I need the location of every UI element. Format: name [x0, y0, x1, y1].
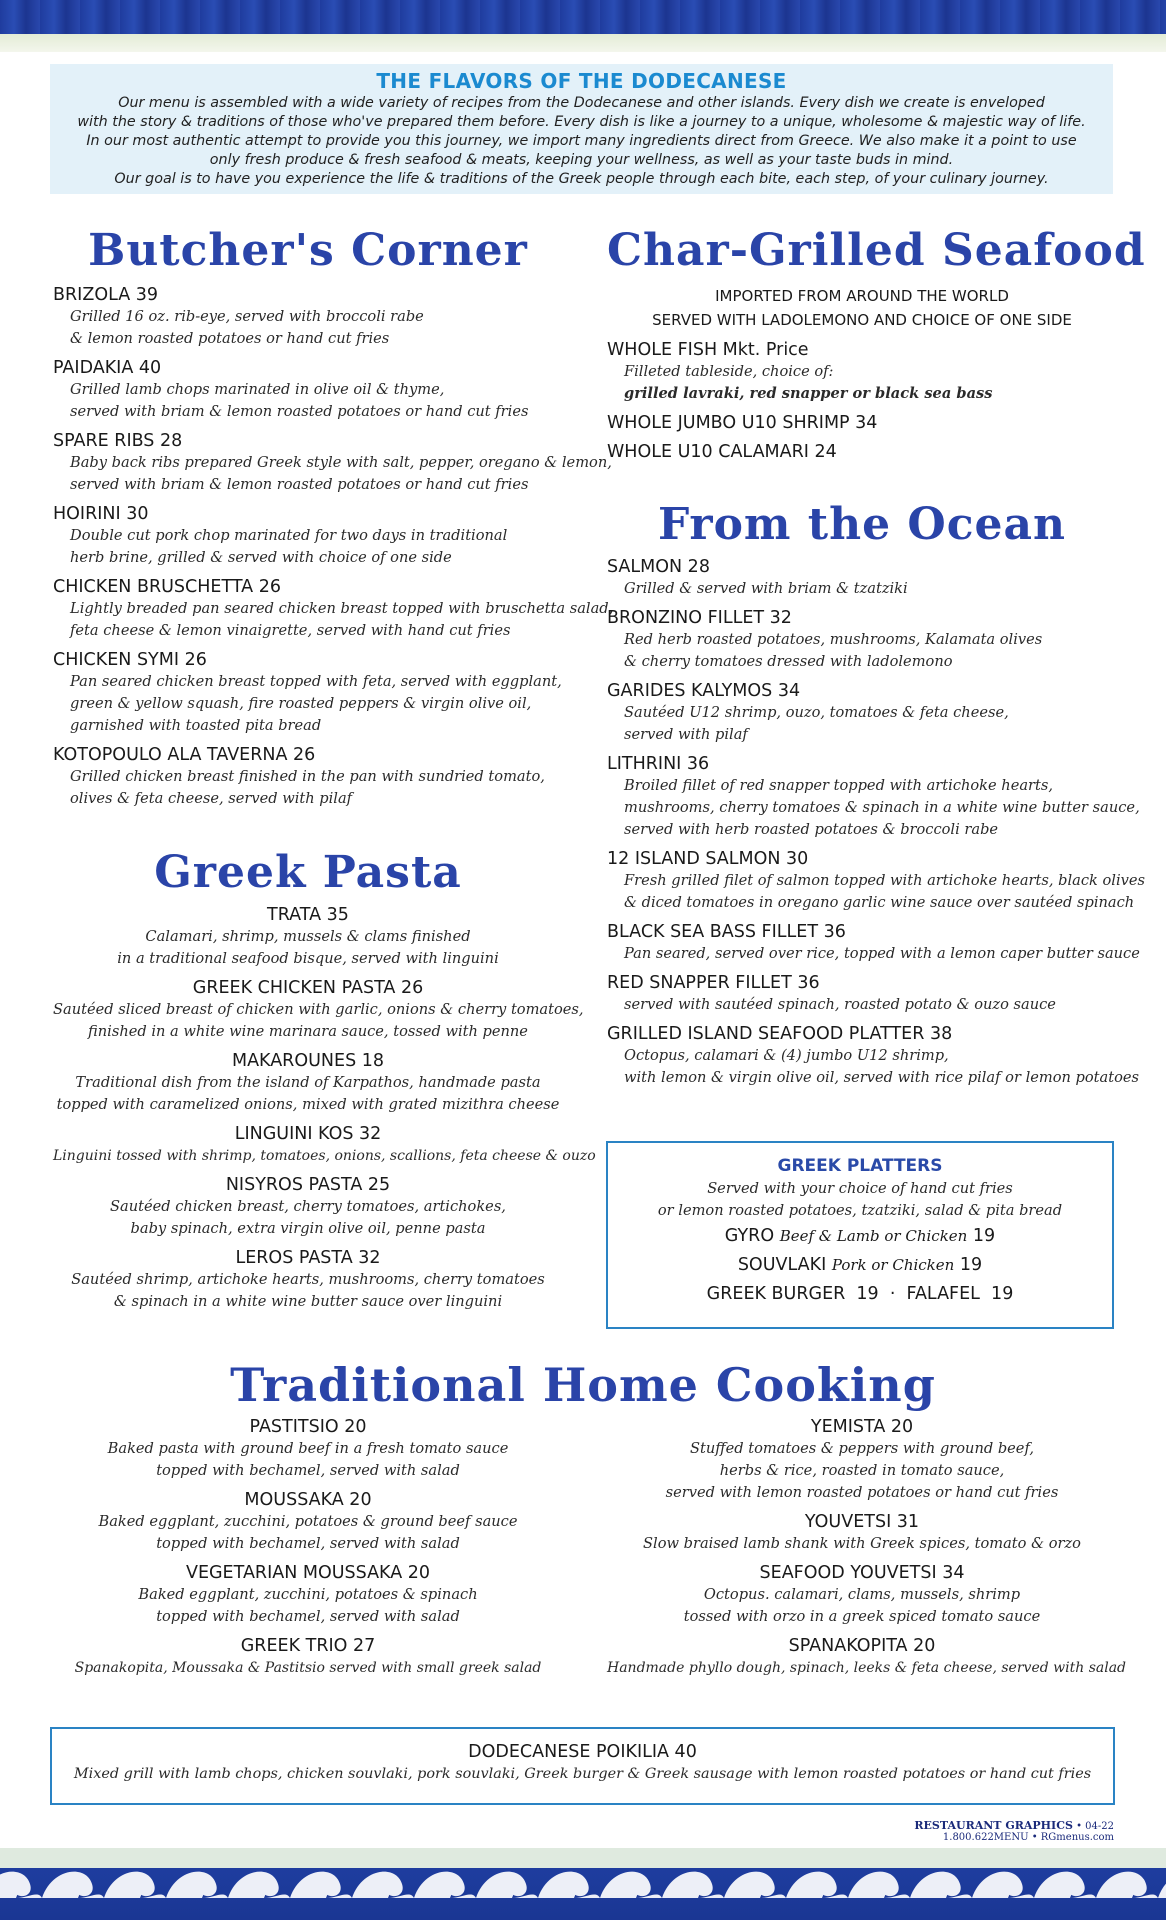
credit-brand: RESTAURANT GRAPHICS: [914, 1819, 1073, 1832]
item-description: Baked eggplant, zucchini, potatoes & spinach: [138, 1586, 478, 1603]
seafood-subheading: SERVED WITH LADOLEMONO AND CHOICE OF ONE SIDE: [652, 311, 1072, 329]
menu-item: [607, 848, 1145, 914]
wave-shape: [662, 1872, 724, 1898]
item-name: RED SNAPPER FILLET 36: [607, 973, 820, 993]
item-description: Octopus. calamari, clams, mussels, shrimp: [703, 1586, 1021, 1603]
item-description: served with briam & lemon roasted potatoes or hand cut fries: [70, 476, 529, 493]
wave-shape: [972, 1872, 1034, 1898]
souvlaki-name: SOUVLAKI: [737, 1255, 827, 1275]
item-name: CHICKEN BRUSCHETTA 26: [53, 577, 281, 597]
item-description: Filleted tableside, choice of:: [624, 363, 834, 380]
menu-item: [607, 680, 1117, 746]
wave-shape: [352, 1872, 414, 1898]
menu-item: [53, 744, 563, 810]
item-name: LITHRINI 36: [607, 754, 710, 774]
item-description: Octopus, calamari & (4) jumbo U12 shrimp,: [624, 1047, 949, 1064]
gyro-line: [608, 1222, 1112, 1251]
menu-item: [53, 357, 563, 423]
seafood-subheading: IMPORTED FROM AROUND THE WORLD: [715, 287, 1009, 305]
item-description: Sautéed shrimp, artichoke hearts, mushrooms, cherry tomatoes: [71, 1271, 545, 1288]
item-description: served with sautéed spinach, roasted potato & ouzo sauce: [624, 996, 1056, 1013]
platters-description: Served with your choice of hand cut fries: [707, 1180, 1013, 1197]
item-description: & spinach in a white wine butter sauce over linguini: [113, 1293, 503, 1310]
item-description: Baby back ribs prepared Greek style with salt, pepper, oregano & lemon,: [70, 454, 612, 471]
item-description: & cherry tomatoes dressed with ladolemono: [624, 653, 953, 670]
item-name: SPANAKOPITA 20: [788, 1636, 936, 1656]
item-description: finished in a white wine marinara sauce, tossed with penne: [88, 1023, 528, 1040]
gyro-description: Beef & Lamb or Chicken: [779, 1227, 968, 1245]
wave-shape: [786, 1872, 848, 1898]
wave-shape: [538, 1872, 600, 1898]
wave-shape: [104, 1872, 166, 1898]
menu-item: [53, 1123, 596, 1167]
gyro-name: GYRO: [724, 1226, 775, 1246]
menu-item: [607, 921, 1140, 965]
credit-code: • 04-22: [1076, 1821, 1114, 1832]
item-name: SALMON 28: [607, 557, 710, 577]
item-description: Pan seared, served over rice, topped with a lemon caper butter sauce: [624, 945, 1140, 962]
wave-shape: [600, 1872, 662, 1898]
item-description: with lemon & virgin olive oil, served with rice pilaf or lemon potatoes: [624, 1069, 1140, 1086]
item-description: Lightly breaded pan seared chicken breast topped with bruschetta salad,: [70, 600, 614, 617]
item-name: YEMISTA 20: [810, 1417, 914, 1437]
menu-item: [53, 503, 563, 569]
menu-item: [53, 1562, 563, 1628]
menu-item: [607, 1023, 1140, 1089]
item-description: Linguini tossed with shrimp, tomatoes, onions, scallions, feta cheese & ouzo: [53, 1148, 596, 1164]
item-description: Grilled 16 oz. rib-eye, served with broccoli rabe: [70, 308, 424, 325]
wave-shape: [0, 1872, 42, 1898]
item-name: BLACK SEA BASS FILLET 36: [607, 922, 846, 942]
item-name: CHICKEN SYMI 26: [53, 650, 207, 670]
bottom-wave-band: [0, 1848, 1166, 1920]
item-name: KOTOPOULO ALA TAVERNA 26: [53, 745, 316, 765]
menu-item: [53, 977, 584, 1043]
char-grilled-seafood-heading: Char-Grilled Seafood: [607, 225, 1146, 276]
item-description: Sautéed sliced breast of chicken with garlic, onions & cherry tomatoes,: [53, 1001, 584, 1018]
poikilia-name: DODECANESE POIKILIA 40: [468, 1742, 697, 1762]
menu-item: [607, 753, 1140, 841]
intro-line: In our most authentic attempt to provide you this journey, we import many ingredients direct from Greece. We also make it a point to use: [86, 133, 1077, 149]
menu-item: [53, 430, 612, 496]
wave-shape: [1158, 1872, 1166, 1898]
wave-shape: [476, 1872, 538, 1898]
item-description: topped with bechamel, served with salad: [156, 1535, 460, 1552]
item-description: Slow braised lamb shank with Greek spices, tomato & orzo: [643, 1535, 1081, 1552]
intro-line: with the story & traditions of those who've prepared them before. Every dish is like a journey to a unique, wholesome & majestic way of life.: [77, 114, 1086, 130]
butchers-corner-heading: Butcher's Corner: [88, 225, 528, 276]
item-description: Calamari, shrimp, mussels & clams finished: [145, 928, 471, 945]
item-description: herbs & rice, roasted in tomato sauce,: [719, 1462, 1005, 1479]
item-name: BRONZINO FILLET 32: [607, 608, 792, 628]
wave-shape: [1034, 1872, 1096, 1898]
item-name: GRILLED ISLAND SEAFOOD PLATTER 38: [607, 1024, 953, 1044]
wave-shape: [42, 1872, 104, 1898]
menu-item: [53, 1247, 563, 1313]
menu-item: [607, 1562, 1117, 1628]
intro-title: THE FLAVORS OF THE DODECANESE: [376, 69, 787, 93]
item-description: Stuffed tomatoes & peppers with ground beef,: [690, 1440, 1034, 1457]
item-description: served with briam & lemon roasted potatoes or hand cut fries: [70, 403, 529, 420]
butchers-corner-section: [53, 218, 614, 810]
item-description: served with pilaf: [624, 726, 748, 743]
item-description: Spanakopita, Moussaka & Pastitsio served with small greek salad: [74, 1660, 542, 1676]
menu-item: [53, 1416, 563, 1482]
greek-platters-title: GREEK PLATTERS: [777, 1156, 943, 1176]
item-description: in a traditional seafood bisque, served with linguini: [117, 950, 499, 967]
item-name: GREEK TRIO 27: [240, 1636, 376, 1656]
poikilia-description: Mixed grill with lamb chops, chicken souvlaki, pork souvlaki, Greek burger & Greek sausage with lemon roasted potatoes or hand cut fries: [73, 1766, 1092, 1782]
item-name: PASTITSIO 20: [249, 1417, 367, 1437]
menu-item: [607, 972, 1117, 1016]
from-the-ocean-section: [607, 494, 1145, 1089]
menu-item: [53, 1050, 563, 1116]
platters-description: or lemon roasted potatoes, tzatziki, salad & pita bread: [657, 1202, 1063, 1219]
menu-item: [53, 576, 614, 642]
item-description: Broiled fillet of red snapper topped with artichoke hearts,: [624, 777, 1053, 794]
menu-item: [607, 412, 1117, 434]
item-description: tossed with orzo in a greek spiced tomato sauce: [683, 1608, 1041, 1625]
item-name: HOIRINI 30: [53, 504, 149, 524]
item-name: BRIZOLA 39: [53, 285, 159, 305]
item-name: WHOLE FISH Mkt. Price: [607, 340, 809, 360]
item-description: Handmade phyllo dough, spinach, leeks & feta cheese, served with salad: [607, 1660, 1127, 1676]
item-name: LEROS PASTA 32: [235, 1248, 381, 1268]
greek-pasta-heading: Greek Pasta: [154, 847, 462, 898]
gyro-price: 19: [972, 1226, 996, 1246]
item-name: VEGETARIAN MOUSSAKA 20: [185, 1563, 431, 1583]
item-name: TRATA 35: [267, 905, 349, 925]
item-description: Red herb roasted potatoes, mushrooms, Kalamata olives: [624, 631, 1043, 648]
item-name: WHOLE JUMBO U10 SHRIMP 34: [607, 413, 878, 433]
menu-item: [607, 339, 1117, 405]
menu-item: [53, 649, 563, 737]
wave-shape: [290, 1872, 352, 1898]
item-description: garnished with toasted pita bread: [70, 717, 322, 734]
item-name: WHOLE U10 CALAMARI 24: [607, 442, 837, 462]
item-name: MAKAROUNES 18: [231, 1051, 385, 1071]
greek-platters-box: [606, 1141, 1114, 1329]
souvlaki-price: 19: [959, 1255, 983, 1275]
menu-item: [607, 1635, 1127, 1679]
wave-shape: [166, 1872, 228, 1898]
item-description: Fresh grilled filet of salmon topped with artichoke hearts, black olives: [624, 872, 1145, 889]
item-description: green & yellow squash, fire roasted peppers & virgin olive oil,: [70, 695, 532, 712]
wave-shape: [724, 1872, 786, 1898]
item-name: PAIDAKIA 40: [53, 358, 162, 378]
menu-item: [53, 284, 563, 350]
item-description: Grilled & served with briam & tzatziki: [624, 580, 908, 597]
item-description: topped with bechamel, served with salad: [156, 1462, 460, 1479]
wave-pattern-icon: [0, 1858, 1166, 1920]
item-description: Sautéed chicken breast, cherry tomatoes, artichokes,: [110, 1198, 506, 1215]
intro-panel: [50, 64, 1113, 194]
intro-line: Our goal is to have you experience the life & traditions of the Greek people through each bite, each step, of your culinary journey.: [114, 171, 1049, 187]
home-cooking-heading: Traditional Home Cooking: [230, 1358, 936, 1412]
restaurant-graphics-credit: [914, 1820, 1114, 1843]
item-description: & diced tomatoes in oregano garlic wine sauce over sautéed spinach: [624, 894, 1135, 911]
item-description: baby spinach, extra virgin olive oil, penne pasta: [130, 1220, 486, 1237]
item-description: herb brine, grilled & served with choice of one side: [70, 549, 452, 566]
intro-line: only fresh produce & fresh seafood & meats, keeping your wellness, as well as your taste buds in mind.: [209, 152, 954, 168]
item-description: topped with caramelized onions, mixed with grated mizithra cheese: [56, 1096, 560, 1113]
item-description: Traditional dish from the island of Karpathos, handmade pasta: [75, 1074, 541, 1091]
item-description: Grilled lamb chops marinated in olive oil & thyme,: [70, 381, 445, 398]
burger-falafel-line: GREEK BURGER 19 · FALAFEL 19: [706, 1284, 1014, 1304]
menu-item: [53, 904, 563, 970]
item-description: olives & feta cheese, served with pilaf: [70, 790, 353, 807]
item-description: feta cheese & lemon vinaigrette, served with hand cut fries: [70, 622, 511, 639]
souvlaki-description: Pork or Chicken: [831, 1256, 955, 1274]
credit-contact: 1.800.622MENU • RGmenus.com: [942, 1832, 1114, 1843]
item-name: MOUSSAKA 20: [244, 1490, 372, 1510]
item-name: 12 ISLAND SALMON 30: [607, 849, 809, 869]
item-description: grilled lavraki, red snapper or black sea bass: [624, 385, 993, 402]
from-the-ocean-heading: From the Ocean: [657, 499, 1067, 550]
wave-shape: [848, 1872, 910, 1898]
item-description: & lemon roasted potatoes or hand cut fries: [70, 330, 390, 347]
item-name: GREEK CHICKEN PASTA 26: [192, 978, 424, 998]
item-name: NISYROS PASTA 25: [225, 1175, 391, 1195]
item-description: Sautéed U12 shrimp, ouzo, tomatoes & feta cheese,: [624, 704, 1009, 721]
menu-item: [607, 441, 1117, 463]
home-cooking-right-column: [607, 1416, 1127, 1679]
item-name: YOUVETSI 31: [804, 1512, 920, 1532]
greek-pasta-section: [53, 842, 596, 1313]
item-description: Baked pasta with ground beef in a fresh tomato sauce: [107, 1440, 509, 1457]
item-description: served with lemon roasted potatoes or hand cut fries: [665, 1484, 1059, 1501]
item-name: SEAFOOD YOUVETSI 34: [759, 1563, 965, 1583]
menu-item: [53, 1635, 563, 1679]
menu-item: [607, 556, 1117, 600]
wave-shape: [910, 1872, 972, 1898]
menu-item: [607, 1416, 1117, 1504]
top-decorative-band: [0, 0, 1166, 52]
item-description: Grilled chicken breast finished in the pan with sundried tomato,: [70, 768, 545, 785]
item-name: GARIDES KALYMOS 34: [607, 681, 801, 701]
home-cooking-left-column: [53, 1416, 563, 1679]
item-description: topped with bechamel, served with salad: [156, 1608, 460, 1625]
wave-shape: [414, 1872, 476, 1898]
menu-item: [53, 1174, 563, 1240]
souvlaki-line: [608, 1251, 1112, 1280]
intro-line: Our menu is assembled with a wide variety of recipes from the Dodecanese and other islands. Every dish we create is enveloped: [118, 95, 1045, 111]
item-description: Double cut pork chop marinated for two days in traditional: [70, 527, 508, 544]
menu-item: [607, 607, 1117, 673]
item-name: LINGUINI KOS 32: [234, 1124, 382, 1144]
item-name: SPARE RIBS 28: [53, 431, 183, 451]
wave-shape: [1096, 1872, 1158, 1898]
item-description: mushrooms, cherry tomatoes & spinach in a white wine butter sauce,: [624, 799, 1140, 816]
menu-item: [53, 1489, 563, 1555]
item-description: Pan seared chicken breast topped with feta, served with eggplant,: [70, 673, 562, 690]
item-description: Baked eggplant, zucchini, potatoes & ground beef sauce: [98, 1513, 518, 1530]
menu-item: [607, 1511, 1117, 1555]
poikilia-box: [50, 1727, 1115, 1805]
wave-shape: [228, 1872, 290, 1898]
item-description: served with herb roasted potatoes & broccoli rabe: [624, 821, 999, 838]
char-grilled-seafood-section: [607, 218, 1146, 463]
